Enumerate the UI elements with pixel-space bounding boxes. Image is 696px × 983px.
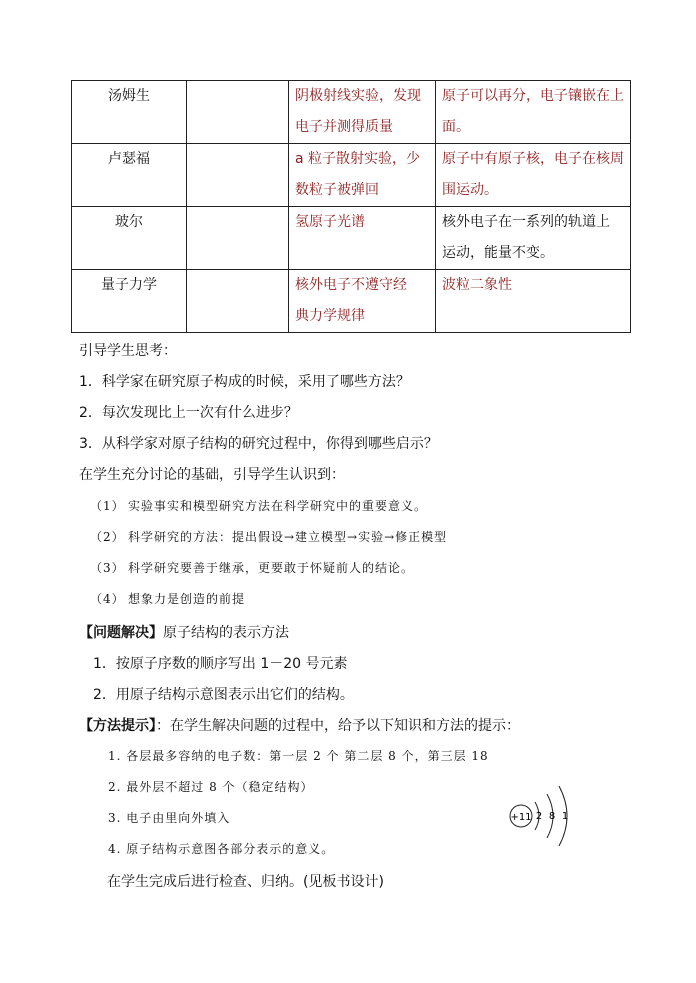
- atom-structure-diagram: [507, 784, 587, 848]
- table-row: [72, 144, 631, 207]
- method-line: 数粒子被弹回: [295, 182, 379, 198]
- conclusion-line: 原子中有原子核，电子在核周: [442, 151, 624, 167]
- problem-bracket: 【问题解决】: [79, 625, 163, 641]
- conclusion-line: 面。: [442, 119, 470, 135]
- scientist-cell: [72, 81, 187, 144]
- shell-electrons: 2: [535, 811, 543, 822]
- point-number: （1）: [90, 499, 125, 513]
- method-bracket: 【方法提示】: [79, 718, 156, 734]
- conclusion-line: 运动，能量不变。: [442, 245, 554, 261]
- method-line: a 粒子散射实验，少: [295, 151, 421, 167]
- method-line: 氢原子光谱: [295, 214, 365, 230]
- guide-question: 2．每次发现比上一次有什么进步？: [79, 405, 298, 421]
- conclusion-line: 围运动。: [442, 182, 498, 198]
- problem-title: 原子结构的表示方法: [163, 625, 289, 641]
- scientist-name: 汤姆生: [108, 88, 150, 104]
- method-cell: [289, 270, 436, 333]
- scientist-name: 玻尔: [115, 214, 143, 230]
- method-cell: [289, 207, 436, 270]
- method-tip: 2. 最外层不超过 8 个（稳定结构）: [108, 780, 314, 794]
- blank-cell: [187, 207, 289, 270]
- point-text: 实验事实和模型研究方法在科学研究中的重要意义。: [128, 499, 428, 513]
- table-row: [72, 270, 631, 333]
- problem-heading: [79, 622, 289, 642]
- method-tip: 4. 原子结构示意图各部分表示的意义。: [108, 842, 335, 856]
- method-cell: [289, 144, 436, 207]
- point-number: （4）: [90, 592, 125, 606]
- method-line: 电子并测得质量: [295, 119, 393, 135]
- blank-cell: [187, 81, 289, 144]
- shell-electrons: 1: [561, 811, 569, 822]
- method-end: 在学生完成后进行检查、归纳。(见板书设计): [107, 874, 384, 890]
- shell-electrons: 8: [548, 811, 556, 822]
- scientist-name: 卢瑟福: [108, 151, 150, 167]
- table-row: [72, 207, 631, 270]
- problem-step: 1．按原子序数的顺序写出 1－20 号元素: [93, 656, 348, 672]
- conclusion-line: 原子可以再分，电子镶嵌在上: [442, 88, 624, 104]
- conclusion-cell: [436, 270, 631, 333]
- scientist-cell: [72, 270, 187, 333]
- point-text: 科学研究的方法：提出假设→建立模型→实验→修正模型: [128, 530, 448, 544]
- method-tip: 1. 各层最多容纳的电子数：第一层 2 个 第二层 8 个，第三层 18: [108, 749, 489, 763]
- guide-summary: 在学生充分讨论的基础，引导学生认识到：: [79, 467, 345, 483]
- method-heading: [79, 715, 520, 735]
- conclusion-cell: [436, 144, 631, 207]
- method-line: 核外电子不遵守经: [295, 277, 407, 293]
- scientist-history-table: [71, 80, 631, 333]
- conclusion-cell: [436, 81, 631, 144]
- problem-step: 2．用原子结构示意图表示出它们的结构。: [93, 687, 354, 703]
- scientist-name: 量子力学: [101, 277, 157, 293]
- scientist-cell: [72, 207, 187, 270]
- conclusion-cell: [436, 207, 631, 270]
- method-tip: 3. 电子由里向外填入: [108, 811, 231, 825]
- method-line: 典力学规律: [295, 308, 365, 324]
- method-intro: ：在学生解决问题的过程中，给予以下知识和方法的提示：: [156, 718, 520, 734]
- guide-title: 引导学生思考：: [79, 343, 177, 359]
- method-line: 阴极射线实验，发现: [295, 88, 421, 104]
- point-text: 科学研究要善于继承，更要敢于怀疑前人的结论。: [128, 561, 415, 575]
- blank-cell: [187, 144, 289, 207]
- guide-question: 3．从科学家对原子结构的研究过程中，你得到哪些启示？: [79, 436, 438, 452]
- point-number: （3）: [90, 561, 125, 575]
- table-row: [72, 81, 631, 144]
- point-text: 想象力是创造的前提: [128, 592, 246, 606]
- point-number: （2）: [90, 530, 125, 544]
- scientist-cell: [72, 144, 187, 207]
- conclusion-line: 核外电子在一系列的轨道上: [442, 214, 610, 230]
- blank-cell: [187, 270, 289, 333]
- method-cell: [289, 81, 436, 144]
- nucleus-charge: +11: [510, 812, 532, 823]
- guide-question: 1．科学家在研究原子构成的时候，采用了哪些方法？: [79, 374, 410, 390]
- conclusion-line: 波粒二象性: [442, 277, 512, 293]
